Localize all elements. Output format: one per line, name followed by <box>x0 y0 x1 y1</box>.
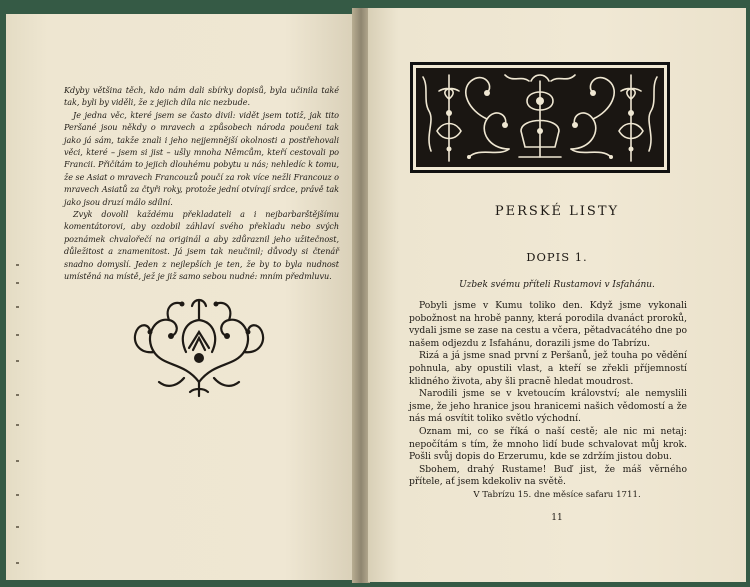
preface-paragraph-3: Zvyk dovolil každému překladateli a i nejbarbarštějšímu komentátorovi, aby ozdobil záhlaví svého překladu nebo svých poznámek chvalořečí na originál a aby zdůraznil jeho užitečnost, důležitost a znamenitost. Já jsem tak neučinil; důvody si čtenář snadno domyslí. Jeden z nejlepších je ten, že by to byla nudnost umístěná na místě, jež je již samo sebou nudné: mním předmluvu. <box>64 209 339 282</box>
page-number: 11 <box>551 513 563 523</box>
preface-text <box>64 84 339 283</box>
page-edge <box>16 264 22 584</box>
headpiece-ornament-icon <box>409 61 671 174</box>
book-title: PERSKÉ LISTY <box>494 204 620 219</box>
letter-heading: DOPIS 1. <box>526 250 588 264</box>
letter-paragraph-2: Rizá a já jsme snad první z Peršanů, jež touha po vědění pohnula, aby opustili vlast, a kteří se zřekli příjemností klidného života, aby šli pracně hledat moudrost. <box>409 350 687 387</box>
letter-paragraph-4: Oznam mi, co se říká o naší cestě; ale nic mi netaj: nepočítám s tím, že mnoho lidí bude schvalovat můj krok. Pošli svůj dopis do Erzerumu, kde se zdržím jistou dobu. <box>409 425 687 463</box>
left-page <box>6 14 355 580</box>
ornament-icon <box>124 292 274 402</box>
letter-paragraph-5: Sbohem, drahý Rustame! Buď jist, že máš věrného přítele, ať jsem kdekoliv na světě. <box>409 463 687 488</box>
preface-paragraph-1: Kdyby většina těch, kdo nám dali sbírky dopisů, byla učinila také tak, byli by viděli, že z jejich díla nic nezbude. <box>64 85 339 108</box>
letter-text <box>409 300 687 489</box>
right-page <box>368 8 746 582</box>
letter-paragraph-3: Narodili jsme se v kvetoucím království; ale nemyslili jsme, že jeho hranice jsou hranicemi našich vědomostí a že nás má osvítit toliko světlo východní. <box>409 388 687 425</box>
letter-paragraph-1: Pobyli jsme v Kumu toliko den. Když jsme vykonali pobožnost na hrobě panny, která porodila dvanáct proroků, vydali jsme se zase na cestu a včera, pětadvacátého dne po našem odjezdu z Isfahánu, dorazili jsme do Tabrízu. <box>409 300 687 349</box>
date-line: V Tabrízu 15. dne měsíce safaru 1711. <box>473 490 641 500</box>
preface-paragraph-2: Je jedna věc, které jsem se často divil: vidět jsem totiž, jak tito Peršané jsou někdy o mravech a způsobech národa poučeni tak jako já sám, takže znali i jeho nejjemnější okolnosti a postřehovali věci, které – jsem si jist – ušly mnoha Němcům, kteří cestovali po Francii. Přičítám to jejich dlouhému pobytu u nás; nehledíc k tomu, že se Asiat o mravech Francouzů poučí za rok více nežli Francouz o mravech Asiatů za čtyři roky, protože jední otvírají srdce, právě tak jako jsou druzí málo sdílní. <box>64 109 339 207</box>
letter-subtitle: Uzbek svému příteli Rustamovi v Isfahánu. <box>459 280 655 290</box>
